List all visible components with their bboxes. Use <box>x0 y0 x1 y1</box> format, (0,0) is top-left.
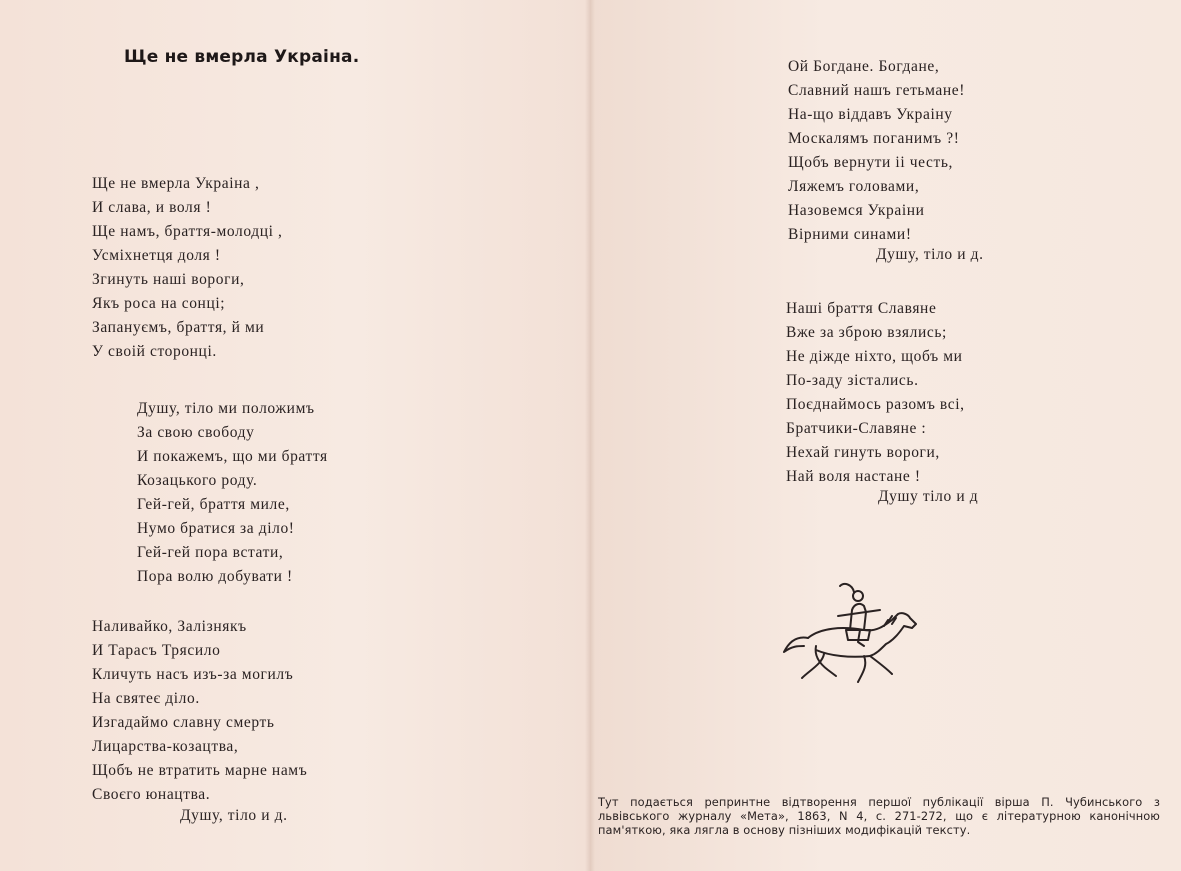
verse-line: Запануємъ, браття, й ми <box>92 319 265 336</box>
verse-line: Своєго юнацтва. <box>92 786 211 803</box>
verse-line: Ще намъ, браття-молодці , <box>92 223 283 240</box>
verse-line: Наливайко, Залізнякъ <box>92 618 247 635</box>
verse-line: У своій сторонці. <box>92 343 217 360</box>
verse-line: Душу, тіло ми положимъ <box>137 400 315 417</box>
verse-line: Вже за зброю взялись; <box>786 324 947 341</box>
verse-line: Щобъ не втратить марне намъ <box>92 762 308 779</box>
verse-line: Козацького роду. <box>137 472 258 489</box>
verse-line: Гей-гей, браття миле, <box>137 496 290 513</box>
verse-line: И Тарасъ Трясило <box>92 642 221 659</box>
verse-line: Ой Богдане. Богдане, <box>788 58 940 75</box>
verse-line: И слава, и воля ! <box>92 199 212 216</box>
verse-line: Кличуть насъ изъ-за могилъ <box>92 666 294 683</box>
verse-line: Якъ роса на сонці; <box>92 295 226 312</box>
verse-line: Славний нашъ гетьмане! <box>788 82 966 99</box>
verse-line: И покажемъ, що ми браття <box>137 448 328 465</box>
book-gutter <box>585 0 595 871</box>
stanza-1 <box>92 172 283 364</box>
verse-line: На святеє діло. <box>92 690 200 707</box>
cossack-horseman-icon <box>780 580 920 690</box>
verse-line: Ляжемъ головами, <box>788 178 920 195</box>
verse-line: Поєднаймось разомъ всі, <box>786 396 965 413</box>
verse-line: Усміхнетця доля ! <box>92 247 221 264</box>
stanza-4 <box>786 297 965 489</box>
verse-line: Нумо братися за діло! <box>137 520 295 537</box>
refrain <box>137 397 328 589</box>
verse-line: Най воля настане ! <box>786 468 921 485</box>
stanza-2 <box>92 615 307 807</box>
verse-line: Лицарства-козацтва, <box>92 738 239 755</box>
verse-line: Пора волю добувати ! <box>137 568 293 585</box>
verse-line: На-що віддавъ Украіну <box>788 106 953 123</box>
verse-line: За свою свободу <box>137 424 255 441</box>
verse-line: Щобъ вернути іі честь, <box>788 154 953 171</box>
verse-line: Не діжде ніхто, щобъ ми <box>786 348 963 365</box>
verse-line: Изгадаймо славну смерть <box>92 714 275 731</box>
editorial-note: Тут подається репринтне відтворення першої публікації вірша П. Чубинського з львівського журналу «Мета», 1863, N 4, с. 271-272, що є літературною канонічною пам'яткою, яка лягла в основу пізніших модифікацій тексту. <box>598 795 1160 838</box>
verse-line: Ще не вмерла Украіна , <box>92 175 260 192</box>
verse-line: Москалямъ поганимъ ?! <box>788 130 960 147</box>
refrain-reference: Душу, тіло и д. <box>876 246 984 263</box>
verse-line: Назовемся Украіни <box>788 202 925 219</box>
verse-line: Вірними синами! <box>788 226 912 243</box>
verse-line: Братчики-Славяне : <box>786 420 927 437</box>
refrain-reference: Душу, тіло и д. <box>180 807 288 824</box>
refrain-reference: Душу тіло и д <box>878 488 979 505</box>
verse-line: Згинуть наші вороги, <box>92 271 245 288</box>
verse-line: Наші браття Славяне <box>786 300 937 317</box>
stanza-3 <box>788 55 965 247</box>
verse-line: Нехай гинуть вороги, <box>786 444 940 461</box>
poem-title: Ще не вмерла Украіна. <box>124 47 360 67</box>
verse-line: По-заду зістались. <box>786 372 919 389</box>
verse-line: Гей-гей пора встати, <box>137 544 284 561</box>
